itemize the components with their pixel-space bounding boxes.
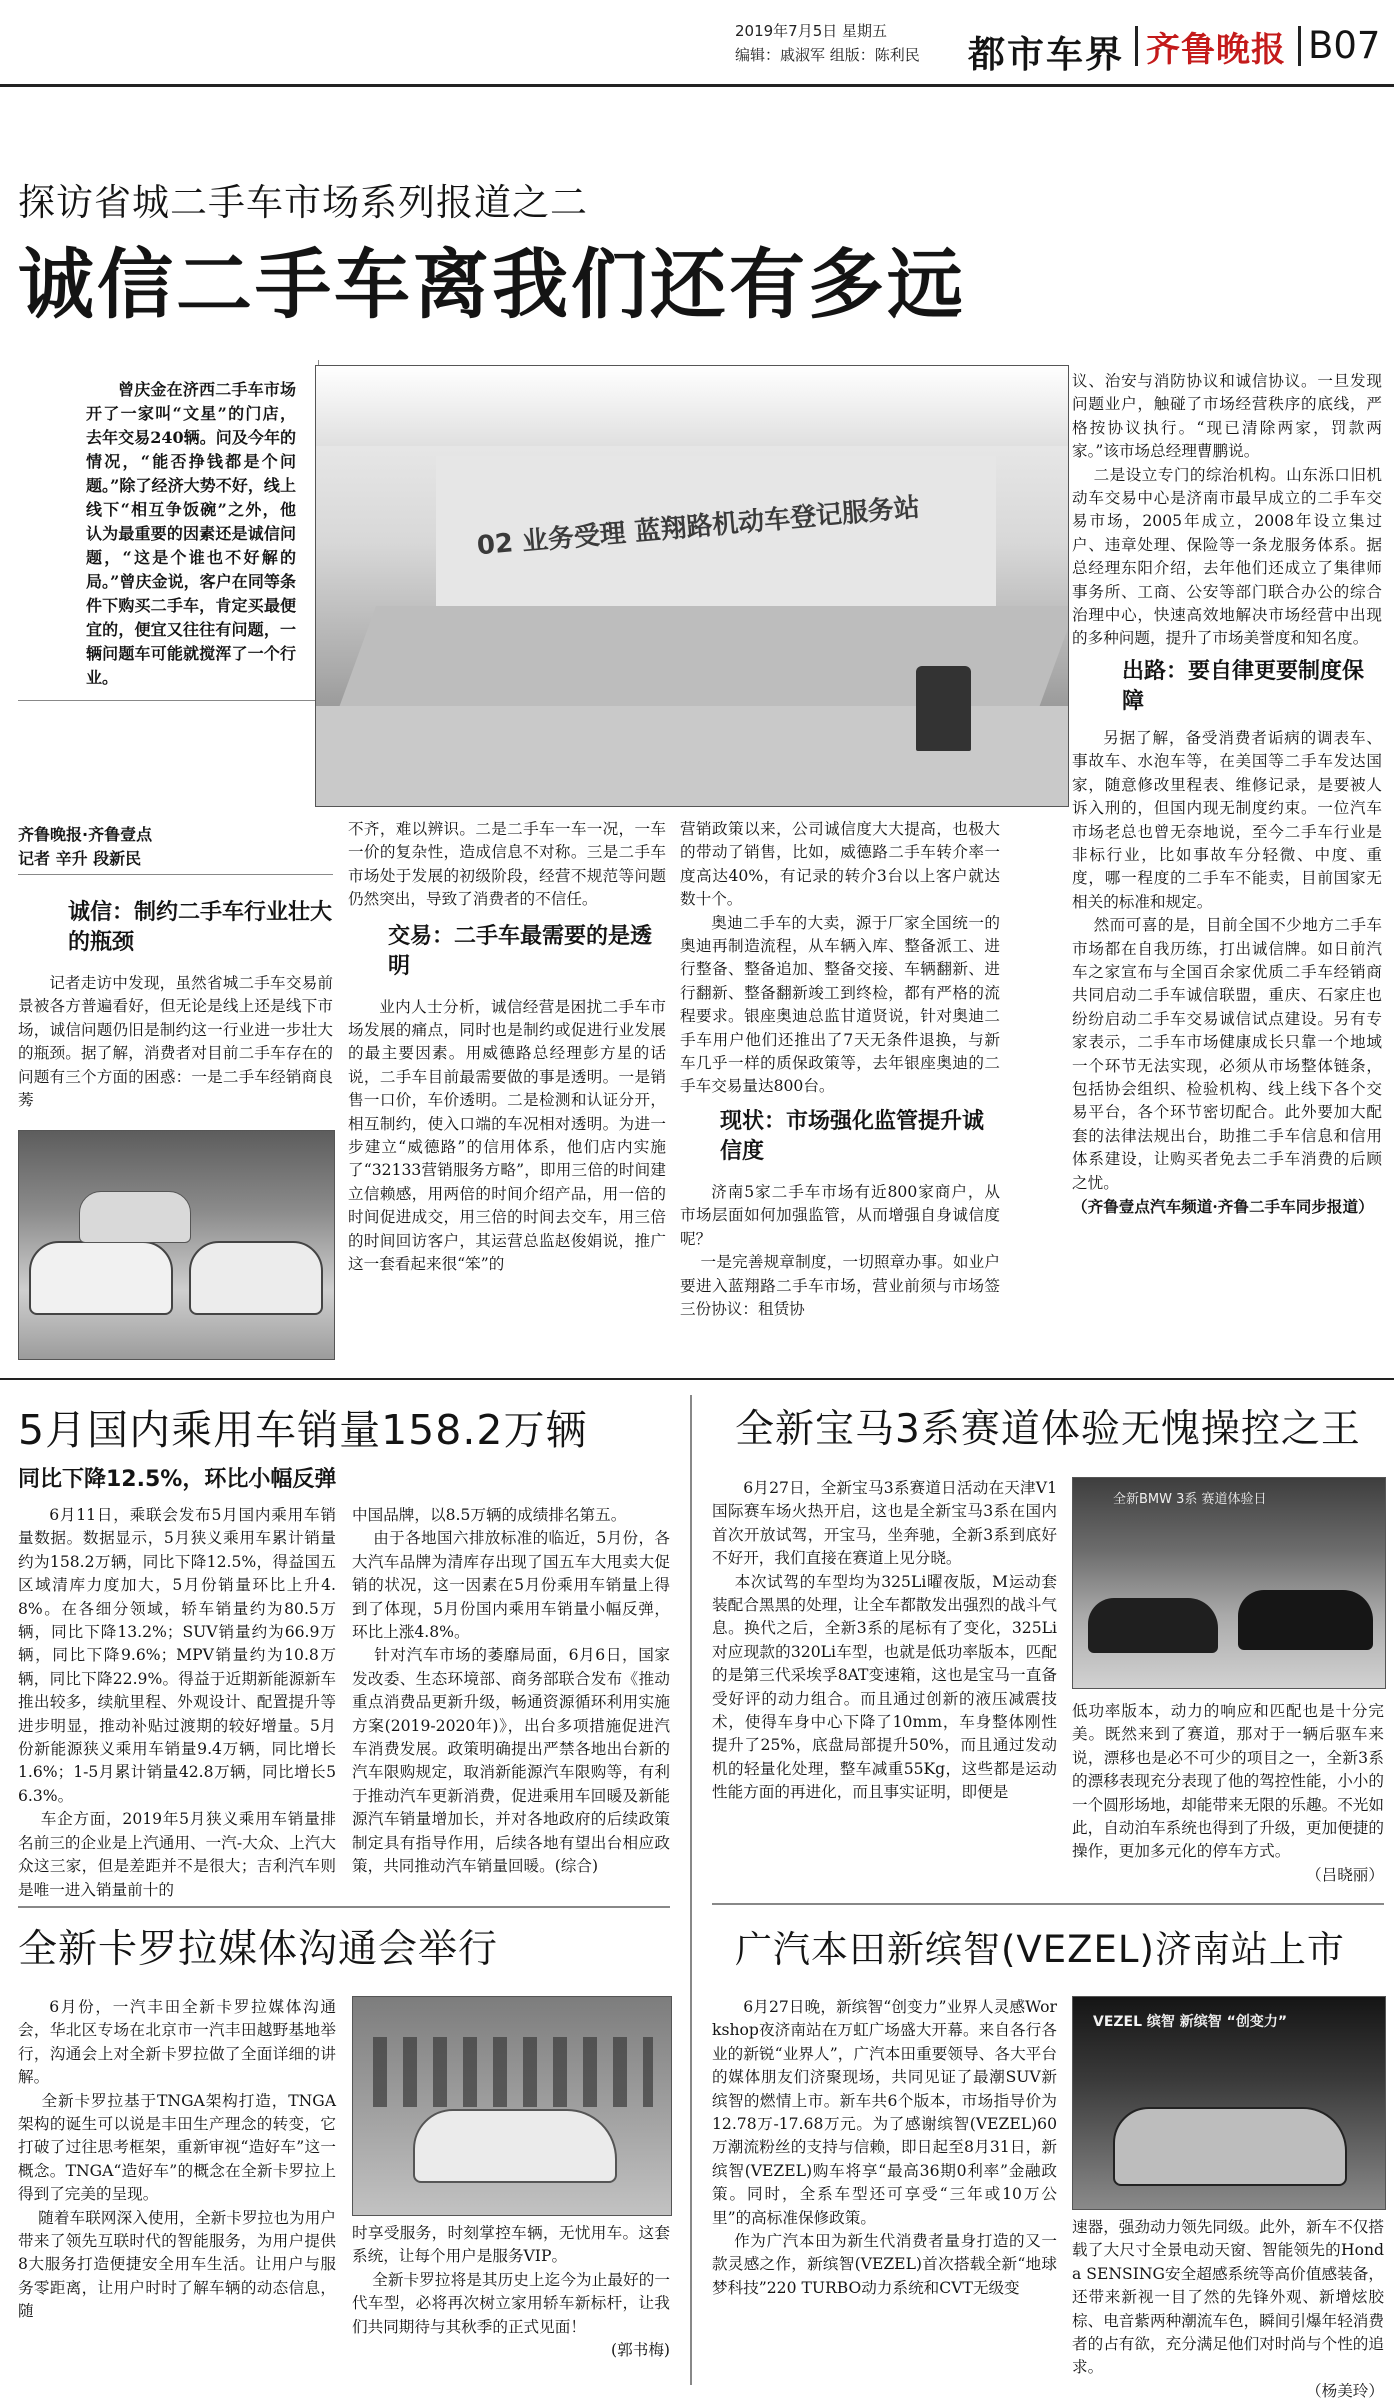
lead-col4-top: 议、治安与消防协议和诚信协议。一旦发现问题业户，触碰了市场经营秩序的底线，严格按协议执行。“现已清除两家，罚款两家。”该市场总经理曹鹏说。 二是设立专门的综治机构。山东泺口旧机动车交易中心是济南市最早成立的二手车交易市场，2005年成立，2008年设立集过户、违章处理、保险等一条龙服务体系。据总经理东阳介绍，去年他们还成立了集律师事务所、工商、公安等部门联合办公的综合治理中心，快速高效地解决市场经营中出现的多种问题，提升了市场美誉度和知名度。 xyxy=(1072,372,1382,648)
sales-col2: 中国品牌，以8.5万辆的成绩排名第五。 由于各地国六排放标准的临近，5月份，各大汽车品牌为清库存出现了国五车大甩卖大促销的状况，这一因素在5月份乘用车销量上得到了体现，5月份国内乘用车销量小幅反弹，环比上涨4.8%。 针对汽车市场的萎靡局面，6月6日，国家发改委、生态环境部、商务部联合发布《推动重点消费品更新升级，畅通资源循环利用实施方案(2019-2020年)》，出台多项措施促进汽车消费发展。政策明确提出严禁各地出台新的汽车限购规定，取消新能源汽车限购等，有利于推动汽车更新消费，促进乘用车回暖及新能源汽车销量增加长，并对各地政府的后续政策制定具有指导作用，后续各地有望出台相应政策，共同推动汽车销量回暖。(综合) xyxy=(352,1506,670,1876)
corolla-col1: 6月份，一汽丰田全新卡罗拉媒体沟通会，华北区专场在北京市一汽丰田越野基地举行，沟通会上对全新卡罗拉做了全面详细的讲解。 全新卡罗拉基于TNGA架构打造，TNGA架构的诞生可以说是丰田生产理念的转变，它打破了过往思考框架，重新审视“造好车”这一概念。TNGA“造好车”的概念在全新卡罗拉上得到了完美的呈现。 随着车联网深入使用，全新卡罗拉也为用户带来了领先互联时代的智能服务，为用户提供8大服务打造便捷安全用车生活。让用户与服务零距离，让用户时时了解车辆的动态信息，随 xyxy=(18,1998,337,2321)
photo-car-2 xyxy=(189,1241,323,1315)
lead-col3-body2: 济南5家二手车市场有近800家商户，从市场层面如何加强监管，从而增强自身诚信度呢？ 一是完善规章制度，一切照章办事。如业户要进入蓝翔路二手车市场，营业前须与市场签三份协议：租赁协 xyxy=(680,1182,1000,1318)
vezel-photo-banner: VEZEL 缤智 新缤智 “创变力” xyxy=(1093,2014,1288,2030)
lead-photo xyxy=(315,365,1069,807)
lead-byline-org: 齐鲁晚报·齐鲁壹点 xyxy=(18,825,153,844)
header-divider-2 xyxy=(1298,26,1301,66)
photo-sign-text: 02 业务受理 蓝翔路机动车登记服务站 xyxy=(475,492,921,562)
header-editors: 编辑：戚淑军 组版：陈利民 xyxy=(735,46,920,64)
lead-headline: 诚信二手车离我们还有多远 xyxy=(18,240,966,329)
bmw-credit: （吕晓丽） xyxy=(1306,1865,1384,1884)
newspaper-logo: 齐鲁晚报 xyxy=(1146,30,1286,70)
lead-bottom-rule xyxy=(0,1378,1394,1380)
lead-subhead-3: 现状：市场强化监管提升诚信度 xyxy=(720,1108,985,1164)
vezel-credit: （杨美玲） xyxy=(1306,2381,1384,2400)
lead-subhead-4: 出路：要自律更要制度保障 xyxy=(1122,658,1365,714)
lead-col3-body1: 奥迪二手车的大卖，源于厂家全国统一的奥迪再制造流程，从车辆入库、整备派工、进行整备、整备追加、整备交接、车辆翻新、进行翻新、整备翻新竣工到终检，都有严格的流程要求。银座奥迪总监甘道贤说，针对奥迪二手车用户他们还推出了7天无条件退换，与新车几乎一样的质保政策等，去年银座奥迪的二手车交易量达800台。 xyxy=(680,913,1000,1096)
bmw-car-1 xyxy=(1088,1598,1218,1653)
corolla-photo xyxy=(352,1996,672,2216)
header-divider xyxy=(1135,26,1138,66)
quote-bubble-outline xyxy=(18,360,319,701)
page-number: B07 xyxy=(1308,24,1381,67)
bmw-headline: 全新宝马3系赛道体验无愧操控之王 xyxy=(735,1407,1361,1452)
vezel-headline: 广汽本田新缤智(VEZEL)济南站上市 xyxy=(735,1928,1345,1971)
lead-kicker: 探访省城二手车市场系列报道之二 xyxy=(18,181,588,224)
bmw-bottom-rule xyxy=(712,1903,1384,1905)
lead-col2-top: 不齐，难以辨识。二是二手车一车一况，一车一价的复杂性，造成信息不对称。三是二手车市场处于发展的初级阶段，经营不规范等问题仍然突出，导致了消费者的不信任。 xyxy=(348,820,666,909)
corolla-people xyxy=(373,2037,653,2107)
vezel-col1: 6月27日晚，新缤智“创变力”业界人灵感Workshop夜济南站在万虹广场盛大开幕。来自各行各业的新锐“业界人”，广汽本田重要领导、各大平台的媒体朋友们济聚现场，共同见证了最潮SUV新缤智的燃情上市。新车共6个版本，市场指导价为12.78万-17.68万元。为了感谢缤智(VEZEL)60万潮流粉丝的支持与信赖，即日起至8月31日，新缤智(VEZEL)购车将享“最高36期0利率”金融政策。同时，全系车型还可享受“三年或10万公里”的高标准保修政策。 作为广汽本田为新生代消费者量身打造的又一款灵感之作，新缤智(VEZEL)首次搭载全新“地球梦科技”220 TURBO动力系统和CVT无级变 xyxy=(712,1998,1057,2297)
lead-quote: 曾庆金在济西二手车市场开了一家叫“文星”的门店，去年交易240辆。问及今年的情况，“能否挣钱都是个问题。”除了经济大势不好，线上线下“相互争饭碗”之外，他认为最重要的因素还是诚信问题，“这是个谁也不好解的局。”曾庆金说，客户在同等条件下购买二手车，肯定买最便宜的，便宜又往往有问题，一辆问题车可能就搅浑了一个行业。 xyxy=(86,380,296,687)
lead-subhead-2: 交易：二手车最需要的是透明 xyxy=(388,923,653,979)
sales-subhead: 同比下降12.5%，环比小幅反弹 xyxy=(18,1467,337,1492)
section-name: 都市车界 xyxy=(968,33,1124,76)
lead-col2-body: 业内人士分析，诚信经营是困扰二手车市场发展的痛点，同时也是制约或促进行业发展的最主要因素。用威德路总经理彭方星的话说，二手车目前最需要做的事是透明。一是销售一口价，车价透明。二是检测和认证分开，相互制约，使入口端的车况相对透明。为进一步建立“威德路”的信用体系，他们店内实施了“32133营销服务方略”，即用三倍的时间建立信赖感，用两倍的时间介绍产品，用一倍的时间促进成交，用三倍的时间去交车，用三倍的时间回访客户，其运营总监赵俊娟说，推广这一套看起来很“笨”的 xyxy=(348,997,666,1274)
bmw-photo xyxy=(1072,1477,1386,1689)
header-rule xyxy=(0,84,1394,87)
corolla-car xyxy=(413,2109,617,2183)
column-divider xyxy=(690,1395,692,2385)
sales-headline: 5月国内乘用车销量158.2万辆 xyxy=(18,1406,588,1454)
sales-col1: 6月11日，乘联会发布5月国内乘用车销量数据。数据显示，5月狭义乘用车累计销量约为158.2万辆，同比下降12.5%，得益国五区域清库力度加大，5月份销量环比上升4.8%。在各细分领域，轿车销量约为80.5万辆，同比下降13.2%；SUV销量约为66.9万辆，同比下降9.6%；MPV销量约为10.8万辆，同比下降22.9%。得益于近期新能源新车推出较多，续航里程、外观设计、配置提升等进步明显，推动补贴过渡期的较好增量。5月份新能源狭义乘用车销量9.4万辆，同比增长1.6%；1-5月累计销量42.8万辆，同比增长56.3%。 车企方面，2019年5月狭义乘用车销量排名前三的企业是上汽通用、一汽-大众、上汽大众这三家，但是差距并不是很大；吉利汽车则是唯一进入销量前十的 xyxy=(18,1506,337,1899)
lead-col1-body: 记者走访中发现，虽然省城二手车交易前景被各方普遍看好，但无论是线上还是线下市场，诚信问题仍旧是制约这一行业进一步壮大的瓶颈。据了解，消费者对目前二手车存在的问题有三个方面的困惑：一是二手车经销商良莠 xyxy=(18,974,333,1110)
sales-bottom-rule xyxy=(18,1906,670,1908)
car-lot-photo xyxy=(18,1130,335,1360)
corolla-headline: 全新卡罗拉媒体沟通会举行 xyxy=(18,1927,499,1972)
bmw-car-2 xyxy=(1238,1590,1373,1650)
vezel-col2: 速器，强劲动力领先同级。此外，新车不仅搭载了大尺寸全景电动天窗、智能领先的Honda SENSING安全超感系统等高价值感装备，还带来新视一目了然的先锋外观、新增炫胶棕、电音紫两种潮流车色，瞬间引爆年轻消费者的占有欲，充分满足他们对时尚与个性的追求。 xyxy=(1072,2218,1384,2377)
lead-col4-credit: （齐鲁壹点汽车频道·齐鲁二手车同步报道） xyxy=(1072,1197,1374,1216)
vezel-photo xyxy=(1072,1996,1386,2210)
header-date: 2019年7月5日 星期五 xyxy=(735,22,888,40)
bmw-col1: 6月27日，全新宝马3系赛道日活动在天津V1国际赛车场火热开启，这也是全新宝马3系在国内首次开放试驾，开宝马，坐奔驰，全新3系到底好不好开，我们直接在赛道上见分晓。 本次试驾的车型均为325Li曜夜版，M运动套装配合黑黑的处理，让全车都散发出强烈的战斗气息。换代之后，全新3系的尾标有了变化，325Li对应现款的320Li车型，也就是低功率版本，匹配的是第三代采埃孚8AT变速箱，这也是宝马一直备受好评的动力组合。而且通过创新的液压减震技术，使得车身中心下降了10mm，车身整体刚性提升了25%，底盘局部提升50%，而且通过发动机的轻量化处理，整车减重55Kg，这些都是运动性能方面的再进化，而且事实证明，即便是 xyxy=(712,1479,1057,1802)
bmw-col2: 低功率版本，动力的响应和匹配也是十分完美。既然来到了赛道，那对于一辆后驱车来说，漂移也是必不可少的项目之一，全新3系的漂移表现充分表现了他的驾控性能，小小的一个圆形场地，却能带来无限的乐趣。不光如此，自动泊车系统也得到了升级，更加便捷的操作，更加多元化的停车方式。 xyxy=(1072,1702,1384,1861)
lead-subhead-1: 诚信：制约二手车行业壮大的瓶颈 xyxy=(68,900,333,955)
lead-byline-reporters: 记者 辛升 段新民 xyxy=(18,849,142,868)
photo-ceiling xyxy=(316,366,1068,446)
corolla-col2: 时享受服务，时刻掌控车辆，无忧用车。这套系统，让每个用户是服务VIP。 全新卡罗拉将是其历史上迄今为止最好的一代车型，必将再次树立家用轿车新标杆，让我们共同期待与其秋季的正式见面！ xyxy=(352,2224,670,2336)
corolla-credit: (郭书梅) xyxy=(611,2341,670,2360)
vezel-car xyxy=(1113,2107,1347,2186)
photo-chair xyxy=(916,666,971,751)
bmw-photo-banner: 全新BMW 3系 赛道体验日 xyxy=(1113,1492,1267,1507)
lead-col4-body: 另据了解，备受消费者诟病的调表车、事故车、水泡车等，在美国等二手车发达国家，随意修改里程表、维修记录，是要被人诉入刑的，但国内现无制度约束。一位汽车市场老总也曾无奈地说，至今二手车行业是非标行业，比如事故车分轻微、中度、重度，哪一程度的二手车不能卖，目前国家无相关的标准和规定。 然而可喜的是，目前全国不少地方二手车市场都在自我历练，打出诚信牌。如日前汽车之家宣布与全国百余家优质二手车经销商共同启动二手车诚信联盟，重庆、石家庄也纷纷启动二手车交易诚信试点建设。另有专家表示，二手车市场健康成长只靠一个地域一个环节无法实现，必须从市场整体链条，包括协会组织、检验机构、线上线下各个交易平台，各个环节密切配合。此外要加大配套的法律法规出台，助推二手车信息和信用体系建设，让购买者免去二手车消费的后顾之忧。 xyxy=(1072,728,1382,1192)
photo-car-3 xyxy=(79,1191,191,1243)
lead-col3-top: 营销政策以来，公司诚信度大大提高，也极大的带动了销售，比如，威德路二手车转介率一度高达40%，有记录的转介3台以上客户就达数十个。 xyxy=(680,820,1000,909)
byline-rule xyxy=(18,874,333,875)
photo-car-1 xyxy=(29,1241,173,1315)
